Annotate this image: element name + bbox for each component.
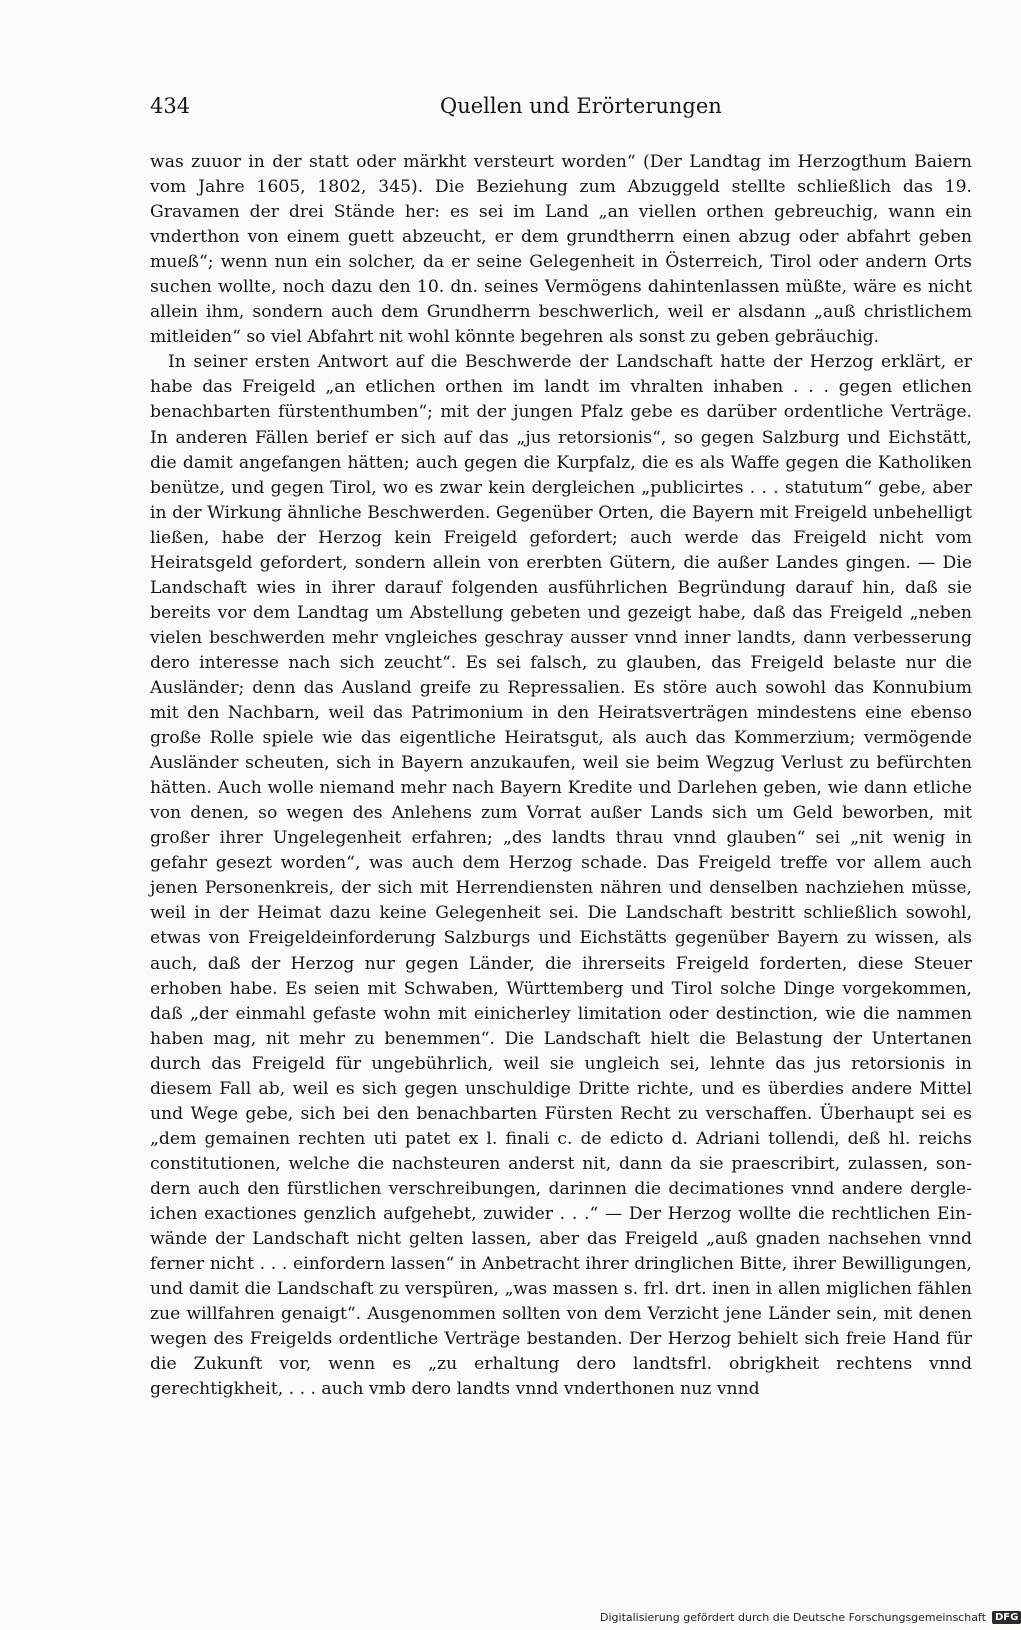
page-header <box>150 94 970 124</box>
running-title: Quellen und Erörterungen <box>440 94 722 118</box>
paragraph-2: In seiner ersten Antwort auf die Beschwerde der Landschaft hatte der Herzog erklärt, er habe das Freigeld „an etlichen orthen im landt im vhralten inhaben . . . gegen etlichen benachbarten fürstenthumben“; mit der jungen Pfalz gebe es darüber ordentliche Verträge. In anderen Fällen berief er sich auf das „jus retorsionis“, so gegen Salzburg und Eichstätt, die damit angefangen hätten; auch gegen die Kurpfalz, die es als Waffe gegen die Katholiken benütze, und gegen Tirol, wo es zwar kein dergleichen „publicirtes . . . statutum“ gebe, aber in der Wirkung ähnliche Beschwerden. Gegenüber Orten, die Bayern mit Freigeld unbehelligt ließen, habe der Herzog kein Freigeld gefordert; auch werde das Freigeld nicht vom Heiratsgeld gefordert, sondern allein von ererbten Gütern, die außer Landes gingen. — Die Landschaft wies in ihrer darauf folgenden ausführlichen Begründung darauf hin, daß sie bereits vor dem Landtag um Abstellung gebeten und gezeigt habe, daß das Freigeld „neben vielen beschwerden mehr vngleiches geschray ausser vnnd inner landts, dann verbesserung dero interesse nach sich zeucht“. Es sei falsch, zu glauben, das Freigeld belaste nur die Ausländer; denn das Ausland greife zu Repressalien. Es störe auch sowohl das Konnubium mit den Nachbarn, weil das Patrimonium in den Heiratsverträgen mindestens eine ebenso große Rolle spiele wie das eigentliche Heiratsgut, als auch das Kommerzium; vermögende Ausländer scheuten, sich in Bayern anzukaufen, weil sie beim Wegzug Verlust zu befürchten hätten. Auch wolle niemand mehr nach Bayern Kredite und Darlehen geben, wie dann etliche von denen, so wegen des Anlehens zum Vorrat außer Lands sich um Geld beworben, mit großer ihrer Ungelegenheit erfahren; „des landts thrau vnnd glauben“ sei „nit wenig in gefahr gesezt worden“, was auch dem Herzog schade. Das Freigeld treffe vor allem auch jenen Personenkreis, der sich mit Herrendiensten nähren und denselben nachziehen müsse, weil in der Heimat dazu keine Gelegenheit sei. Die Landschaft bestritt schließlich sowohl, etwas von Freigeldeinforderung Salzburgs und Eichstätts gegenüber Bayern zu wissen, als auch, daß der Herzog nur gegen Länder, die ihrerseits Freigeld forderten, diese Steuer erhoben habe. Es seien mit Schwaben, Württemberg und Tirol solche Dinge vorgekommen, daß „der einmahl gefaste wohn mit einicherley limitation oder destinction, wie die nammen haben mag, nit mehr zu benemmen“. Die Landschaft hielt die Belastung der Untertanen durch das Freigeld für ungebührlich, weil sie ungleich sei, lehnte das jus retorsionis in diesem Fall ab, weil es sich gegen unschuldige Dritte richte, und es überdies andere Mittel und Wege gebe, sich bei den benachbarten Fürsten Recht zu verschaffen. Überhaupt sei es „dem gemainen rechten uti patet ex l. finali c. de edicto d. Adriani tollendi, deß hl. reichs constitutionen, welche die nachsteuren anderst nit, dann da sie praescribirt, zulassen, sondern auch den fürstlichen verschreibungen, darinnen die decimationes vnnd andere dergleichen exactiones genzlich aufgehebt, zuwider . . .“ — Der Herzog wollte die rechtlichen Einwände der Landschaft nicht gelten lassen, aber das Freigeld „auß gnaden nachsehen vnnd ferner nicht . . . einfordern lassen“ in Anbetracht ihrer dringlichen Bitte, ihrer Bewilligungen, und damit die Landschaft zu verspüren, „was massen s. frl. drt. inen in allen miglichen fählen zue willfahren genaigt“. Ausgenommen sollten von dem Verzicht jene Länder sein, mit denen wegen des Freigelds ordentliche Verträge bestanden. Der Herzog behielt sich freie Hand für die Zukunft vor, wenn es „zu erhaltung dero landtsfrl. obrigkheit rechtens vnnd gerechtigkheit, . . . auch vmb dero landts vnnd vnderthonen nuz vnnd <box>150 352 972 1400</box>
digitization-footer <box>600 1611 1021 1624</box>
paragraph-1: was zuuor in der statt oder märkht versteurt worden“ (Der Landtag im Herzogthum Baiern vom Jahre 1605, 1802, 345). Die Beziehung zum Abzuggeld stellte schließlich das 19. Gravamen der drei Stände her: es sei im Land „an viellen orthen gebreuchig, wann ein vnderthon von einem guett abzeucht, er dem grundtherrn einen abzug oder abfahrt geben mueß“; wenn nun ein solcher, da er seine Gelegenheit in Österreich, Tirol oder andern Orts suchen wollte, noch dazu den 10. dn. seines Vermögens dahintenlassen müßte, wäre es nicht allein ihm, sondern auch dem Grundherrn beschwerlich, weil er alsdann „auß christlichem mitleiden“ so viel Abfahrt nit wohl könnte begehren als sonst zu geben gebräuchig. <box>150 152 972 348</box>
body-text <box>150 150 972 1402</box>
footer-credit: Digitalisierung gefördert durch die Deutsche Forschungsgemeinschaft <box>600 1611 986 1624</box>
dfg-logo-icon: DFG <box>992 1611 1021 1624</box>
page-number: 434 <box>150 94 191 118</box>
